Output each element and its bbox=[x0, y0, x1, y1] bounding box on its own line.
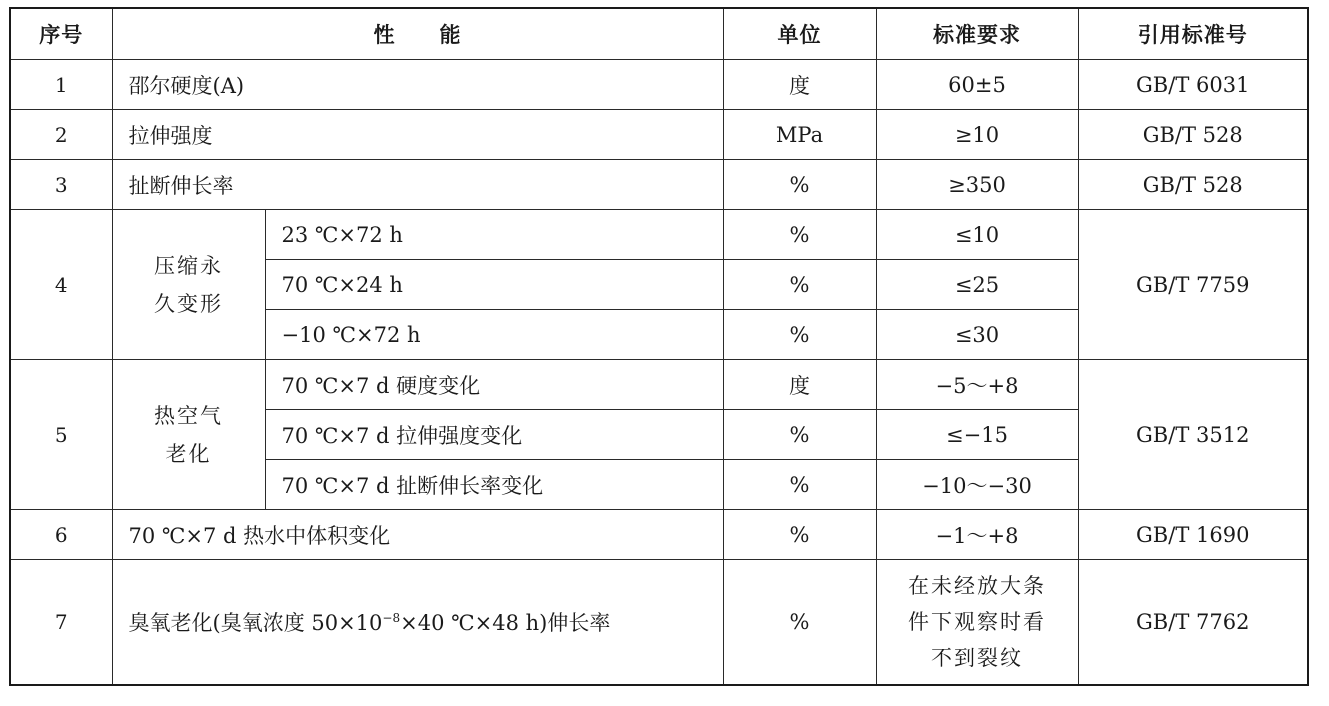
row-condition: 23 ℃×72 h bbox=[265, 210, 723, 260]
row-requirement: −5～+8 bbox=[876, 360, 1078, 410]
requirement-line: 件下观察时看 bbox=[908, 610, 1046, 634]
row-no: 3 bbox=[10, 160, 112, 210]
group-label-line: 久变形 bbox=[154, 291, 223, 316]
row-property-group bbox=[112, 360, 265, 510]
row-unit: % bbox=[723, 510, 876, 560]
spec-table bbox=[9, 7, 1309, 686]
table-row bbox=[10, 110, 1308, 160]
property-text-pre: 臭氧老化(臭氧浓度 50×10 bbox=[128, 611, 383, 635]
row-no: 4 bbox=[10, 210, 112, 360]
table-row bbox=[10, 560, 1308, 686]
row-unit: % bbox=[723, 160, 876, 210]
row-requirement: ≥10 bbox=[876, 110, 1078, 160]
row-standard: GB/T 528 bbox=[1078, 110, 1308, 160]
group-label-line: 压缩永 bbox=[154, 253, 223, 278]
row-requirement: ≤10 bbox=[876, 210, 1078, 260]
row-no: 6 bbox=[10, 510, 112, 560]
header-unit: 单位 bbox=[723, 8, 876, 60]
row-standard: GB/T 6031 bbox=[1078, 60, 1308, 110]
row-standard: GB/T 7759 bbox=[1078, 210, 1308, 360]
row-unit: % bbox=[723, 460, 876, 510]
row-requirement: ≤25 bbox=[876, 260, 1078, 310]
row-unit: 度 bbox=[723, 360, 876, 410]
table-row bbox=[10, 360, 1308, 410]
row-unit: % bbox=[723, 260, 876, 310]
row-property bbox=[112, 560, 723, 686]
header-property: 性 能 bbox=[112, 8, 723, 60]
row-no: 1 bbox=[10, 60, 112, 110]
row-standard: GB/T 1690 bbox=[1078, 510, 1308, 560]
row-condition: 70 ℃×24 h bbox=[265, 260, 723, 310]
row-requirement: ≤30 bbox=[876, 310, 1078, 360]
header-standard: 引用标准号 bbox=[1078, 8, 1308, 60]
row-requirement: 60±5 bbox=[876, 60, 1078, 110]
row-standard: GB/T 7762 bbox=[1078, 560, 1308, 686]
row-requirement: −1～+8 bbox=[876, 510, 1078, 560]
row-property: 拉伸强度 bbox=[112, 110, 723, 160]
row-unit: % bbox=[723, 210, 876, 260]
row-condition: 70 ℃×7 d 扯断伸长率变化 bbox=[265, 460, 723, 510]
row-requirement bbox=[876, 560, 1078, 686]
header-no: 序号 bbox=[10, 8, 112, 60]
group-label-line: 热空气 bbox=[154, 403, 223, 428]
row-standard: GB/T 3512 bbox=[1078, 360, 1308, 510]
row-standard: GB/T 528 bbox=[1078, 160, 1308, 210]
requirement-line: 在未经放大条 bbox=[908, 574, 1046, 598]
header-row bbox=[10, 8, 1308, 60]
row-property: 扯断伸长率 bbox=[112, 160, 723, 210]
row-requirement: −10～−30 bbox=[876, 460, 1078, 510]
table-row bbox=[10, 60, 1308, 110]
group-label-line: 老化 bbox=[165, 441, 212, 466]
row-no: 5 bbox=[10, 360, 112, 510]
header-requirement: 标准要求 bbox=[876, 8, 1078, 60]
property-exponent: −8 bbox=[382, 611, 401, 625]
row-unit: MPa bbox=[723, 110, 876, 160]
table-row bbox=[10, 160, 1308, 210]
row-property: 70 ℃×7 d 热水中体积变化 bbox=[112, 510, 723, 560]
row-no: 2 bbox=[10, 110, 112, 160]
row-unit: % bbox=[723, 560, 876, 686]
row-condition: 70 ℃×7 d 硬度变化 bbox=[265, 360, 723, 410]
row-requirement: ≥350 bbox=[876, 160, 1078, 210]
row-requirement: ≤−15 bbox=[876, 410, 1078, 460]
property-text-post: ×40 ℃×48 h)伸长率 bbox=[400, 611, 611, 635]
row-unit: % bbox=[723, 310, 876, 360]
row-condition: −10 ℃×72 h bbox=[265, 310, 723, 360]
row-unit: % bbox=[723, 410, 876, 460]
table-row bbox=[10, 210, 1308, 260]
row-no: 7 bbox=[10, 560, 112, 686]
row-unit: 度 bbox=[723, 60, 876, 110]
requirement-line: 不到裂纹 bbox=[931, 646, 1023, 670]
row-condition: 70 ℃×7 d 拉伸强度变化 bbox=[265, 410, 723, 460]
row-property-group bbox=[112, 210, 265, 360]
table-row bbox=[10, 510, 1308, 560]
row-property: 邵尔硬度(A) bbox=[112, 60, 723, 110]
